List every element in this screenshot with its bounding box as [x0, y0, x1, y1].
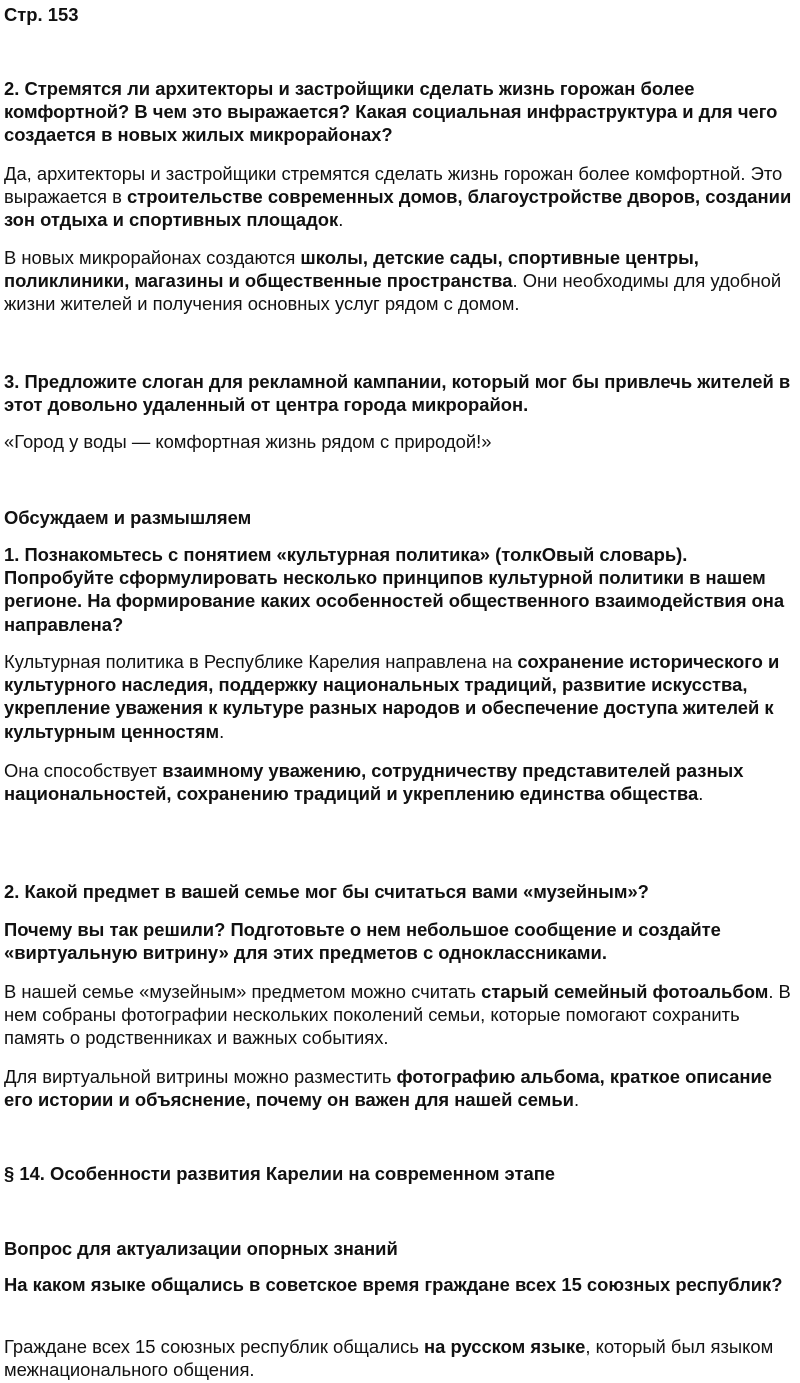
- question-2-museum-item: 2. Какой предмет в вашей семье мог бы считаться вами «музейным»?: [4, 881, 649, 902]
- question-1-cultural-policy: 1. Познакомьтесь с понятием «культурная политика» (толкОвый словарь). Попробуйте сформулировать несколько принципов культурной политики в нашем регионе. На формирование каких особенностей общественного взаимодействия она направлена?: [4, 544, 785, 635]
- answer-museum-paragraph-1: В нашей семье «музейным» предметом можно считать старый семейный фотоальбом. В нем собраны фотографии нескольких поколений семьи, которые помогают сохранить память о родственниках и важных событиях.: [4, 981, 791, 1049]
- answer-2-paragraph-2: В новых микрорайонах создаются школы, детские сады, спортивные центры, поликлиники, магазины и общественные пространства. Они необходимы для удобной жизни жителей и получения основных услуг рядом с домом.: [4, 247, 782, 315]
- question-2-museum-item-details: Почему вы так решили? Подготовьте о нем небольшое сообщение и создайте «виртуальную витрину» для этих предметов с одноклассниками.: [4, 919, 721, 964]
- section-heading-discuss: Обсуждаем и размышляем: [4, 507, 252, 528]
- answer-1-paragraph-2: Она способствует взаимному уважению, сотрудничеству представителей разных национальностей, сохранению традиций и укреплению единства общества.: [4, 760, 744, 805]
- answer-museum-paragraph-2: Для виртуальной витрины можно разместить фотографию альбома, краткое описание его истории и объяснение, почему он важен для нашей семьи.: [4, 1066, 773, 1111]
- answer-2-paragraph-1: Да, архитекторы и застройщики стремятся сделать жизнь горожан более комфортной. Это выражается в строительстве современных домов, благоустройстве дворов, создании зон отдыха и спортивных площадок.: [4, 163, 792, 231]
- section-14-title: § 14. Особенности развития Карелии на современном этапе: [4, 1163, 556, 1184]
- answer-language: Граждане всех 15 союзных республик общались на русском языке, который был языком межнационального общения.: [4, 1336, 774, 1381]
- question-2-architects: 2. Стремятся ли архитекторы и застройщики сделать жизнь горожан более комфортной? В чем это выражается? Какая социальная инфраструктура и для чего создается в новых жилых микрорайонах?: [4, 78, 778, 146]
- answer-1-paragraph-1: Культурная политика в Республике Карелия направлена на сохранение исторического и культурного наследия, поддержку национальных традиций, развитие искусства, укрепление уважения к культуре разных народов и обеспечение доступа жителей к культурным ценностям.: [4, 651, 780, 742]
- answer-3-slogan: «Город у воды — комфортная жизнь рядом с природой!»: [4, 431, 492, 452]
- page-label: Стр. 153: [4, 4, 79, 25]
- section-heading-knowledge: Вопрос для актуализации опорных знаний: [4, 1238, 398, 1259]
- question-language: На каком языке общались в советское время граждане всех 15 союзных республик?: [4, 1274, 783, 1295]
- question-3-slogan: 3. Предложите слоган для рекламной кампании, который мог бы привлечь жителей в этот довольно удаленный от центра города микрорайон.: [4, 371, 791, 416]
